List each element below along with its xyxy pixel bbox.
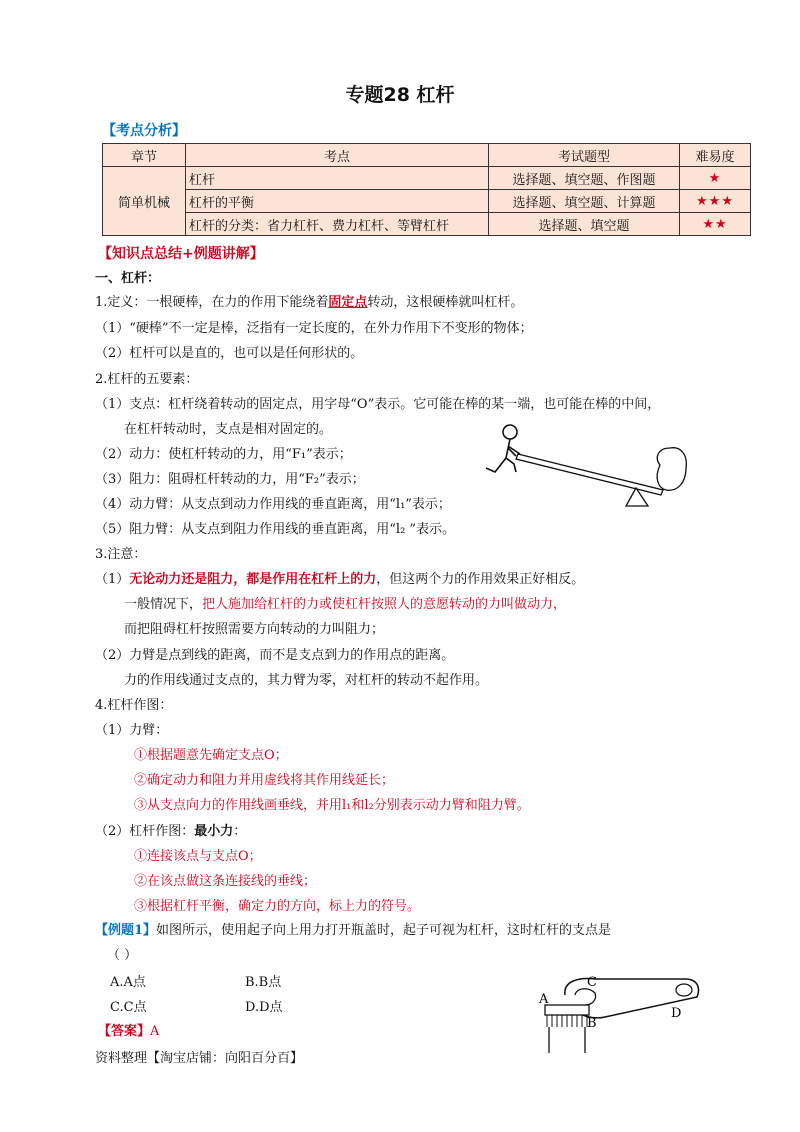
definition-line	[95, 294, 523, 312]
text-line: 力的作用线通过支点的，其力臂为零，对杠杆的转动不起作用。	[124, 673, 489, 688]
answer-line	[98, 1023, 159, 1041]
text-line: （4）动力臂：从支点到动力作用线的垂直距离，用“l₁”表示；	[95, 497, 451, 512]
table-header-row	[103, 144, 751, 167]
example-question	[95, 922, 611, 940]
point-cell: 杠杆的平衡	[186, 190, 489, 213]
definition-text: 转动，这根硬棒就叫杠杆。	[367, 295, 524, 310]
difficulty-stars: ★★	[680, 213, 751, 236]
type-cell: 选择题、填空题、计算题	[489, 190, 680, 213]
step-line: ③根据杠杆平衡，确定力的方向，标上力的符号。	[134, 899, 421, 914]
min-force-text: （2）杠杆作图：	[95, 824, 195, 839]
example-paren: （ ）	[107, 948, 138, 963]
note-highlight: 无论动力还是阻力，都是作用在杠杆上的力	[129, 572, 377, 587]
text-line: （2）杠杆可以是直的，也可以是任何形状的。	[95, 346, 364, 361]
answer-value: A	[150, 1024, 160, 1039]
min-force-keyword: 最小力	[194, 824, 234, 839]
text-line: （5）阻力臂：从支点到阻力作用线的垂直距离，用“l₂ ”表示。	[95, 522, 456, 537]
difficulty-stars: ★★★	[680, 190, 751, 213]
table-header: 章节	[103, 144, 186, 167]
text-line: 在杠杆转动时，支点是相对固定的。	[124, 422, 333, 437]
exam-points-table	[102, 143, 751, 236]
min-force-line	[95, 823, 246, 841]
text-line: （2）动力：使杠杆转动的力，用“F₁”表示；	[95, 447, 352, 462]
section-kaodian-heading: 【考点分析】	[102, 123, 186, 139]
text-line: （1）支点：杠杆绕着转动的固定点，用字母“O”表示。它可能在棒的某一端，也可能在棒的中间，	[95, 397, 661, 412]
table-header: 考点	[186, 144, 489, 167]
footer-credit: 资料整理【淘宝店铺：向阳百分百】	[95, 1051, 304, 1066]
text-line: 4.杠杆作图：	[95, 698, 173, 713]
text-line: （2）力臂是点到线的距离，而不是支点到力的作用点的距离。	[95, 648, 455, 663]
table-header: 考试题型	[489, 144, 680, 167]
note-text: 一般情况下，	[124, 597, 203, 612]
lever-bar	[516, 454, 663, 495]
text-line: 而把阻碍杠杆按照需要方向转动的力叫阻力；	[124, 622, 385, 637]
table-row	[103, 213, 751, 236]
definition-keyword: 固定点	[328, 295, 368, 310]
step-line: ②确定动力和阻力并用虚线将其作用线延长；	[134, 773, 395, 788]
label-a: A	[539, 992, 549, 1007]
point-cell: 杠杆	[186, 167, 489, 190]
label-c: C	[587, 975, 597, 990]
note-line	[124, 596, 566, 614]
option-c: C.C点	[110, 1000, 147, 1015]
note-line	[95, 571, 584, 589]
seesaw-figure	[478, 420, 698, 515]
table-header: 难易度	[680, 144, 751, 167]
step-line: ③从支点向力的作用线画垂线，并用l₁和l₂分别表示动力臂和阻力臂。	[134, 798, 530, 813]
person-body	[486, 439, 520, 472]
label-b: B	[587, 1016, 597, 1031]
text-line: 3.注意：	[95, 547, 147, 562]
table-row	[103, 190, 751, 213]
point-cell: 杠杆的分类：省力杠杆、费力杠杆、等臂杠杆	[186, 213, 489, 236]
section-zhishi-heading: 【知识点总结+例题讲解】	[98, 246, 264, 262]
option-b: B.B点	[245, 975, 282, 990]
text-line: （1）力臂：	[95, 723, 169, 738]
text-line: （3）阻力：阻碍杠杆转动的力，用“F₂”表示；	[95, 472, 365, 487]
example-text: 如图所示，使用起子向上用力打开瓶盖时，起子可视为杠杆，这时杠杆的支点是	[156, 923, 612, 938]
chapter-cell: 简单机械	[103, 167, 186, 236]
answer-tag: 【答案】	[98, 1024, 151, 1039]
page-title: 专题28 杠杆	[345, 84, 455, 106]
text-line: 2.杠杆的五要素：	[95, 372, 199, 387]
person-head	[503, 425, 517, 439]
rock-load	[657, 448, 686, 491]
note-text: （1）	[95, 572, 130, 587]
part-heading: 一、杠杆：	[95, 271, 161, 286]
cap-ridges	[547, 1015, 587, 1027]
type-cell: 选择题、填空题	[489, 213, 680, 236]
min-force-text: ：	[233, 824, 247, 839]
option-a: A.A点	[110, 975, 146, 990]
bottle-cap	[545, 1005, 589, 1015]
definition-text: 1.定义：一根硬棒，在力的作用下能绕着	[95, 295, 329, 310]
option-d: D.D点	[245, 1000, 283, 1015]
label-d: D	[671, 1006, 682, 1021]
type-cell: 选择题、填空题、作图题	[489, 167, 680, 190]
text-line: （1）“硬棒”不一定是棒，泛指有一定长度的，在外力作用下不变形的物体；	[95, 321, 533, 336]
step-line: ①根据题意先确定支点O；	[134, 748, 288, 763]
step-line: ②在该点做这条连接线的垂线；	[134, 874, 317, 889]
bottle-opener-figure	[535, 965, 705, 1055]
note-highlight: 把人施加给杠杆的力或使杠杆按照人的意愿转动的力叫做动力，	[202, 597, 567, 612]
step-line: ①连接该点与支点O；	[134, 849, 262, 864]
bottle-neck	[549, 1027, 585, 1053]
note-text: ，但这两个力的作用效果正好相反。	[376, 572, 585, 587]
example-tag: 【例题1】	[95, 923, 157, 938]
difficulty-stars: ★	[680, 167, 751, 190]
table-row	[103, 167, 751, 190]
